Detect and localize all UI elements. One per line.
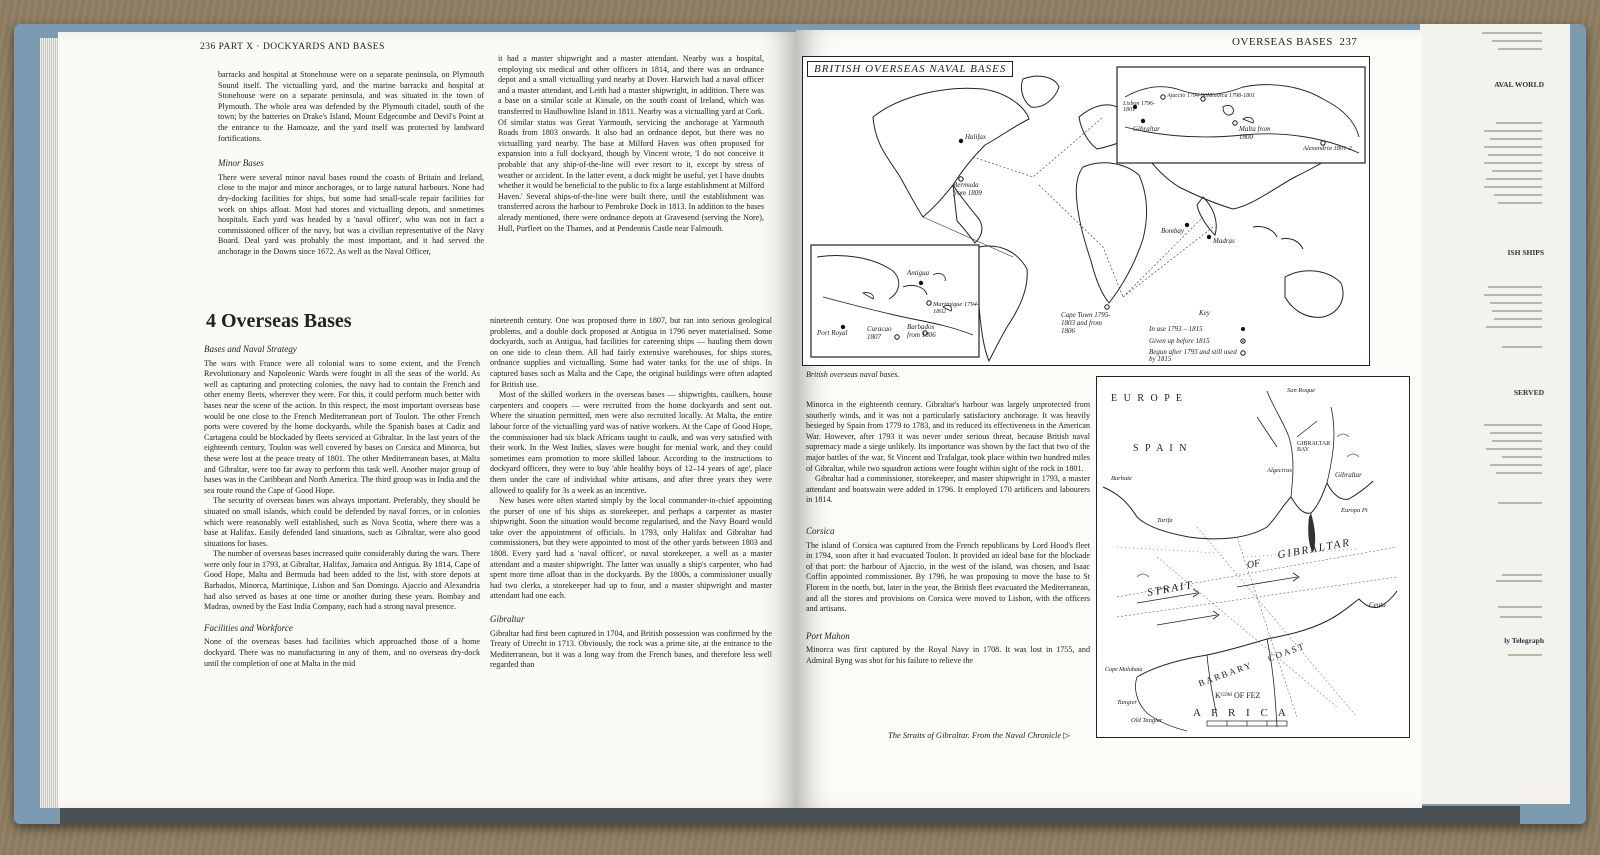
- paragraph: barracks and hospital at Stonehouse were on a separate peninsula, on Plymouth Sound itself. The victualling yard, and the marine barracks and hospital at Stonehouse were on a separate peninsula, and was situated in the town of Plymouth. The whole area was defended by the Plymouth citadel, south of the town; by the batteries on Drake's Island, Mount Edgecombe and Devil's Point at the entrance to the Hamoaze, and the yard itself was protected by landward fortifications.: [218, 70, 484, 143]
- map-label: Malta from 1800: [1239, 125, 1271, 141]
- strait-label-europe: E U R O P E: [1111, 393, 1185, 404]
- strait-label: Gibraltar: [1335, 471, 1362, 479]
- paragraph: The security of overseas bases was always important. Preferably, they should be situated on small islands, which could be defended by naval forces, or in colonies which were reasonably well established, such as Nova Scotia, where there was a base at Halifax. Easily defended land situations, such as Gibraltar, were also good situations for bases.: [204, 496, 480, 548]
- right-page: [796, 30, 1422, 808]
- map-label: Alexandria 1801-2: [1303, 145, 1352, 152]
- strait-label: GIBRALTAR BAY: [1297, 441, 1331, 453]
- strait-map-drawing: [1097, 377, 1409, 737]
- map-label: Bermuda from 1809: [953, 181, 982, 197]
- strait-map: [1096, 376, 1410, 738]
- strait-label: Old Tangier: [1131, 717, 1163, 724]
- map-key-item: Given up before 1815: [1149, 337, 1210, 345]
- map-label: Minorca 1798-1801: [1207, 93, 1255, 99]
- map-label: Halifax: [965, 133, 986, 141]
- paragraph: Minorca in the eighteenth century. Gibraltar's harbour was largely unprotected from southerly winds, and it was not a particularly satisfactory anchorage. It was heavily besieged by Spain from 1779 to 1783, and its reduced its effectiveness in the American War. However, after 1793 it was never under serious threat, because British naval supremacy made a siege unlikely. Its importance was shown by the fact that two of the major battles of the war, St Vincent and Trafalgar, took place within two hundred miles of Gibraltar, while two squadron actions were fought within sight of the rock in 1801.: [806, 400, 1090, 473]
- strait-label: Cape Malabata: [1105, 667, 1143, 673]
- strait-label: COAST: [1266, 640, 1308, 664]
- paragraph: New bases were often started simply by the local commander-in-chief appointing the purser of one of his ships as storekeeper, and perhaps a carpenter as master shipwright. Soon the situation would become regularised, and the Navy Board would take over the appointment of officials. In 1793, only Halifax and Gibraltar had commissioners, but they were appointed to most of the other yards between 1803 and 1808. Every yard had a 'naval officer', or naval storekeeper, a well as a master attendant and a master shipwright. The latter was usually a ship's carpenter, who had spent more time afloat than in the dockyards. By the 1800s, a commissioner usually had two clerks, a storekeeper had up to four, and a master shipwright and master attendant had one each.: [490, 496, 772, 601]
- paragraph: None of the overseas bases had facilities which approached those of a home dockyard. There was no manufacturing in any of them, and no overseas dry-dock until the completion of one at Malta in the mid: [204, 637, 480, 668]
- paragraph: nineteenth century. One was proposed there in 1807, but ran into serious geological problems, and a double dock proposed at Antigua in 1796 never materialised. Some dockyards, such as Antigua, had facilities for careening ships — hauling them down on one side to clean them. All had fairly extensive warehouses, for ships stores, ordnance supplies and victualling. Some had water tanks for the use of ships. In captured bases such as Malta and the Cape, the original buildings were often adapted for British use.: [490, 316, 772, 389]
- jacket-heading: SERVED: [1513, 388, 1544, 397]
- jacket-heading: ly Telegraph: [1504, 636, 1544, 645]
- section-heading-gibraltar: Gibraltar: [490, 614, 525, 625]
- jacket-heading: AVAL WORLD: [1494, 80, 1544, 89]
- map-label: Antigua: [907, 269, 930, 277]
- strait-label: A F R I C A: [1193, 707, 1290, 719]
- left-col1-bottom: [204, 344, 480, 669]
- right-running-header: [1232, 36, 1357, 48]
- paragraph: The wars with France were all colonial wars to some extent, and the French Revolutionary and Napoleonic Wards were fought in all the seas of the world. As well as capturing and protecting colonies, the navy had to contain the French and other enemy fleets, wherever they were. For this, it could perform much better with bases near the scene of the action. In this respect, the most important overseas base would be one close to the French Mediterranean port of Toulon. The other French ports were covered by the home dockyards, while the Spanish bases at Cadiz and Cartagena could be blockaded by fleets serviced at Gibraltar. In the last years of the eighteenth century, Toulon was well covered by bases on Corsica and Minorca, but these were lost at the peace treaty of 1801. The other Mediterranean bases, at Malta and Gibraltar, were too far away to perform this task well. Another major group of bases was in the Caribbean and North America. The third group was in India and the sea route round the Cape of Good Hope.: [204, 358, 480, 495]
- world-map: [802, 56, 1370, 366]
- strait-label-spain: S P A I N: [1133, 443, 1189, 454]
- paragraph: There were several minor naval bases round the coasts of Britain and Ireland, close to the major and minor anchorages, or to large natural harbours. None had dry-docking facilities for ships, but some had small-scale repair facilities for work on ships afloat. Most had stores and victualling depots, and sometimes hospitals. Each yard was headed by a 'naval officer', who was not in fact a commissioned officer of the navy, but was a civilian representative of the Navy Board. Deal yard was probably the most important, and it had served the anchorage in the Downs since 1672. As well as the Naval Officer,: [218, 172, 484, 256]
- page-edges: [40, 38, 60, 808]
- right-text-column: [806, 400, 1090, 666]
- left-col2-bottom: [490, 316, 772, 671]
- page-number: 237: [1339, 36, 1358, 48]
- strait-label: Europa Pt: [1341, 507, 1368, 514]
- left-page: [58, 32, 796, 808]
- map-label: Barbados from 1806: [907, 323, 936, 339]
- back-cover-jacket: [1420, 24, 1570, 804]
- strait-label: BARBARY: [1197, 659, 1255, 689]
- section-heading-minor-bases: Minor Bases: [218, 158, 264, 169]
- map-label: Martinique 1794-1802: [933, 301, 980, 315]
- map-key-item: In use 1793 – 1815: [1149, 325, 1203, 333]
- strait-label: Kᴳᴰᴹ OF FEZ: [1215, 691, 1261, 700]
- map-title: BRITISH OVERSEAS NAVAL BASES: [807, 61, 1013, 77]
- map-key-item: Begun after 1793 and still used by 1815: [1149, 348, 1237, 363]
- jacket-heading: ISH SHIPS: [1507, 248, 1544, 257]
- left-col2-top: [498, 54, 764, 234]
- paragraph: Minorca was first captured by the Royal Navy in 1708. It was lost in 1755, and Admiral Byng was shot for his failure to relieve the: [806, 645, 1090, 665]
- strait-label: GIBRALTAR: [1276, 536, 1352, 562]
- map-caption: British overseas naval bases.: [806, 370, 900, 379]
- paragraph: Gibraltar had first been captured in 1704, and British possession was confirmed by the Treaty of Utrecht in 1713. Obviously, the rock was a prime site, at the entrance to the Mediterranean, but it was a long way from the French bases, and therefore less well regarded than: [490, 628, 772, 670]
- strait-caption: [888, 730, 1070, 741]
- map-label: Gibraltar: [1133, 125, 1160, 133]
- strait-label: Tangier: [1117, 699, 1137, 706]
- section-heading-facilities: Facilities and Workforce: [204, 622, 293, 633]
- strait-label: STRAIT: [1146, 579, 1195, 599]
- map-label: Bombay: [1161, 227, 1184, 235]
- map-label: Ajaccio 1794-96: [1167, 93, 1207, 99]
- strait-label: Tarifa: [1157, 517, 1173, 524]
- triangle-marker-icon: ▷: [1063, 730, 1070, 740]
- map-key-title: Key: [1199, 309, 1210, 317]
- header-title: OVERSEAS BASES: [1232, 36, 1333, 48]
- strait-label: OF: [1246, 557, 1262, 572]
- strait-label: Ceuta: [1369, 601, 1386, 609]
- map-label: Cape Town 1795-1803 and from 1806: [1061, 311, 1111, 335]
- book-spine-bottom: [60, 806, 1520, 824]
- section-heading-port-mahon: Port Mahon: [806, 630, 850, 641]
- map-label: Port Royal: [817, 329, 848, 337]
- map-label: Curacao 1807: [867, 325, 892, 341]
- strait-label: Algeciras: [1267, 467, 1292, 474]
- left-running-header: 236 PART X · DOCKYARDS AND BASES: [200, 42, 385, 52]
- paragraph: it had a master shipwright and a master attendant. Nearby was a hospital, employing six medical and other officers in 1814, and there was an ordnance depot and a small victualling yard nearby at Dover. Harwich had a naval officer and a master attendant, and Leith had a master shipwright, in addition. There was a base on a similar scale at Kinsale, on the south coast of Ireland, which was transferred to Haulbowline Island in 1811. Nearby was a victualling yard at Cork. Of similar status was Great Yarmouth, servicing the anchorage at Yarmouth Roads from 1803 onwards. It also had an ordnance depot, but there was no victualling yard nearby. The base at Milford Haven was often proposed for expansion into a full dockyard, though by Vincent wrote, 'I do not conceive it probable that any ship-of-the-line will ever resort to it, except by stress of weather or accident. In the latter event, a dock might be useful, yet I have doubts whether it would be beneficial to the public to fix a large establishment at Milford Haven.' Several ships-of-the-line were built there, until the establishment was transferred across the harbour to Pembroke Dock in 1813. In addition to the bases already mentioned, there were ordnance depots at Gravesend (serving the Nore), Hull, Purfleet on the Thames, and at Pendennis Castle near Falmouth.: [498, 54, 764, 233]
- strait-caption-text: The Straits of Gibraltar. From the Naval Chronicle: [888, 730, 1062, 740]
- strait-label: San Roque: [1287, 387, 1315, 394]
- paragraph: Gibraltar had a commissioner, storekeeper, and master shipwright in 1793, a master attendant and boatswain were added in 1796. It employed 170 artificers and labourers in 1814.: [806, 474, 1090, 505]
- strait-label: Barbate: [1111, 475, 1132, 482]
- left-col1-top: [218, 70, 484, 258]
- paragraph: The number of overseas bases increased quite considerably during the wars. There were only four in 1793, at Gibraltar, Halifax, Jamaica and Antigua. By 1814, Cape of Good Hope, Malta and Bermuda had been added to the list, with store depots at Barbados, Minorca, Martinique, Lisbon and San Domingo. Ajaccio and Alexandria had also served as bases at one time or another during these years. Bombay and Madras, owned by the East India Company, each had a strong naval presence.: [204, 549, 480, 612]
- paragraph: Most of the skilled workers in the overseas bases — shipwrights, caulkers, house carpenters and coopers — were recruited from the home dockyards and sent out. Where the situation permitted, men were also recruited locally. At Malta, the entire labour force of the victualling yard was of native workers. At the Cape of Good Hope, the commissioner had six black Africans taught to caulk, and was very satisfied with their work. In the West Indies, slaves were bought for menial work, and they could sometimes earn promotion to more skilled labour. According to the instructions to dockyard officers, they were to buy 'able healthy boys of 12–14 years of age', place them under the care of individual white artisans, and after three years they were allowed to qualify for 3s a week as an incentive.: [490, 390, 772, 495]
- paragraph: The island of Corsica was captured from the French republicans by Lord Hood's fleet in 1794, soon after it had evacuated Toulon. It provided an ideal base for the blockade of that port: the harbour of Ajaccio, in the west of the island, was chosen, and Isaac Coffin appointed commissioner. By 1796, he was proposing to move the base to St Florent in the north, but, later in the year, the British fleet evacuated the Mediterranean, and all the stores and provisions on Corsica were moved to Lisbon, with the officers and artisans.: [806, 540, 1090, 614]
- chapter-title: 4 Overseas Bases: [206, 310, 352, 332]
- map-label: Madras: [1213, 237, 1235, 245]
- map-label: Lisbon 1796-1801: [1123, 101, 1155, 113]
- section-heading-corsica: Corsica: [806, 525, 835, 536]
- section-heading-bases: Bases and Naval Strategy: [204, 344, 297, 354]
